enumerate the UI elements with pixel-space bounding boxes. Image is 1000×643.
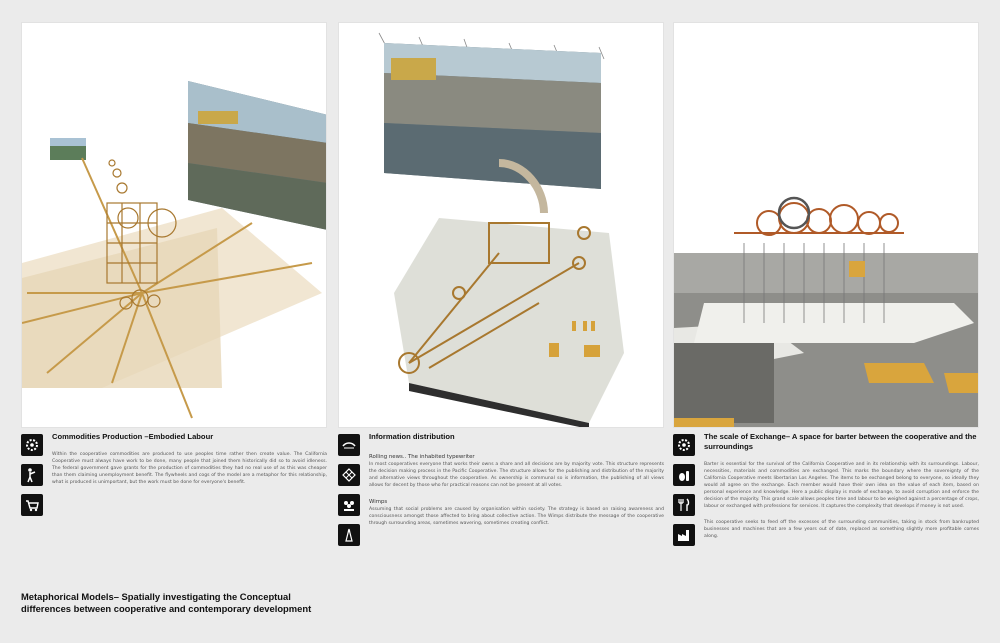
page-title: [21, 591, 341, 615]
section-subtitle: Rolling news.. The inhabited typewriter: [369, 454, 475, 460]
page-title-line: differences between cooperative and contemporary development: [21, 603, 312, 614]
page-title-line: Metaphorical Models– Spatially investigating the Conceptual: [21, 591, 291, 602]
section-title: Commodities Production –Embodied Labour: [52, 432, 214, 441]
gear-icon: [673, 434, 695, 456]
section-title: Information distribution: [369, 432, 455, 441]
section-paragraph: This cooperative seeks to feed off the excesses of the surrounding communities, taking in stock from bankrupted businesses and machines that are a few years out of date, replaced as something slightly more profitable comes along.: [704, 520, 979, 539]
broadcast-tower-icon: [338, 524, 360, 546]
produce-icon: [673, 464, 695, 486]
gear-icon: [21, 434, 43, 456]
section-title: The scale of Exchange– A space for barter between the cooperative and the surroundings: [704, 432, 977, 451]
section-paragraph: In most cooperatives everyone that works their owns a share and all decisions are by majority vote. This structure represents the decision making process in the Pacific Cooperative. The structure allows for the publishing and distribution of the majority and alternative views throughout the cooperative. As ownership is communal so is information, the publishing of all views allows for decent by those who for practical reasons can not be present at all votes.: [369, 462, 664, 488]
factory-icon: [673, 524, 695, 546]
exchange-model-illustration: [674, 23, 979, 428]
model-photo-commodities: [21, 22, 327, 428]
crowd-icon: [338, 494, 360, 516]
section-paragraph: Assuming that social problems are caused by organisation within society. The strategy is based on raising awareness and consciousness amongst those affected to bring about collective action. The Wimps distribute the message of the cooperative through surrounding areas, sometimes wavering, sometimes creating conflict.: [369, 507, 664, 526]
section-subtitle: Wimps: [369, 499, 388, 505]
model-photo-exchange: [673, 22, 979, 428]
section-paragraph: Within the cooperative commodities are produced to use peoples time rather then create value. The California Cooperative must always have work to be done, many people that joined them historically did so to avoid idleness. The federal government gave grants for the production of commodities they had no real use of as this was cheaper than them claiming unemployment benefit. The flywheels and cogs of the model are a metaphor for this relationship, what is produced is unimportant, but the work must be done for everyone's benefit.: [52, 452, 327, 485]
model-photo-information: [338, 22, 664, 428]
cart-icon: [21, 494, 43, 516]
newspaper-icon: [338, 434, 360, 456]
network-icon: [338, 464, 360, 486]
utensils-icon: [673, 494, 695, 516]
information-model-illustration: [339, 23, 664, 428]
commodities-model-illustration: [22, 23, 327, 428]
section-paragraph: Barter is essential for the survival of the California Cooperative and in its relationship with its surroundings. Labour, necessities, materials and commodities are exchanged. This marks the boundary where the sovereignty of the California Cooperative meets libertarian Los Angeles. The items to be exchanged belong to everyone, so ideally they would all agree on the exchange. Each member would have their own idea on the value of each item, based on personal experience and knowledge. Here a public display is made of exchange, to avoid corruption and enforce the decision of the majority. This grand scale allows peoples time and labour to be weighed against a percentage of crops, labour or exchanged with professions for services. It captures the complexity that develops if money is not used.: [704, 462, 979, 509]
worker-icon: [21, 464, 43, 486]
